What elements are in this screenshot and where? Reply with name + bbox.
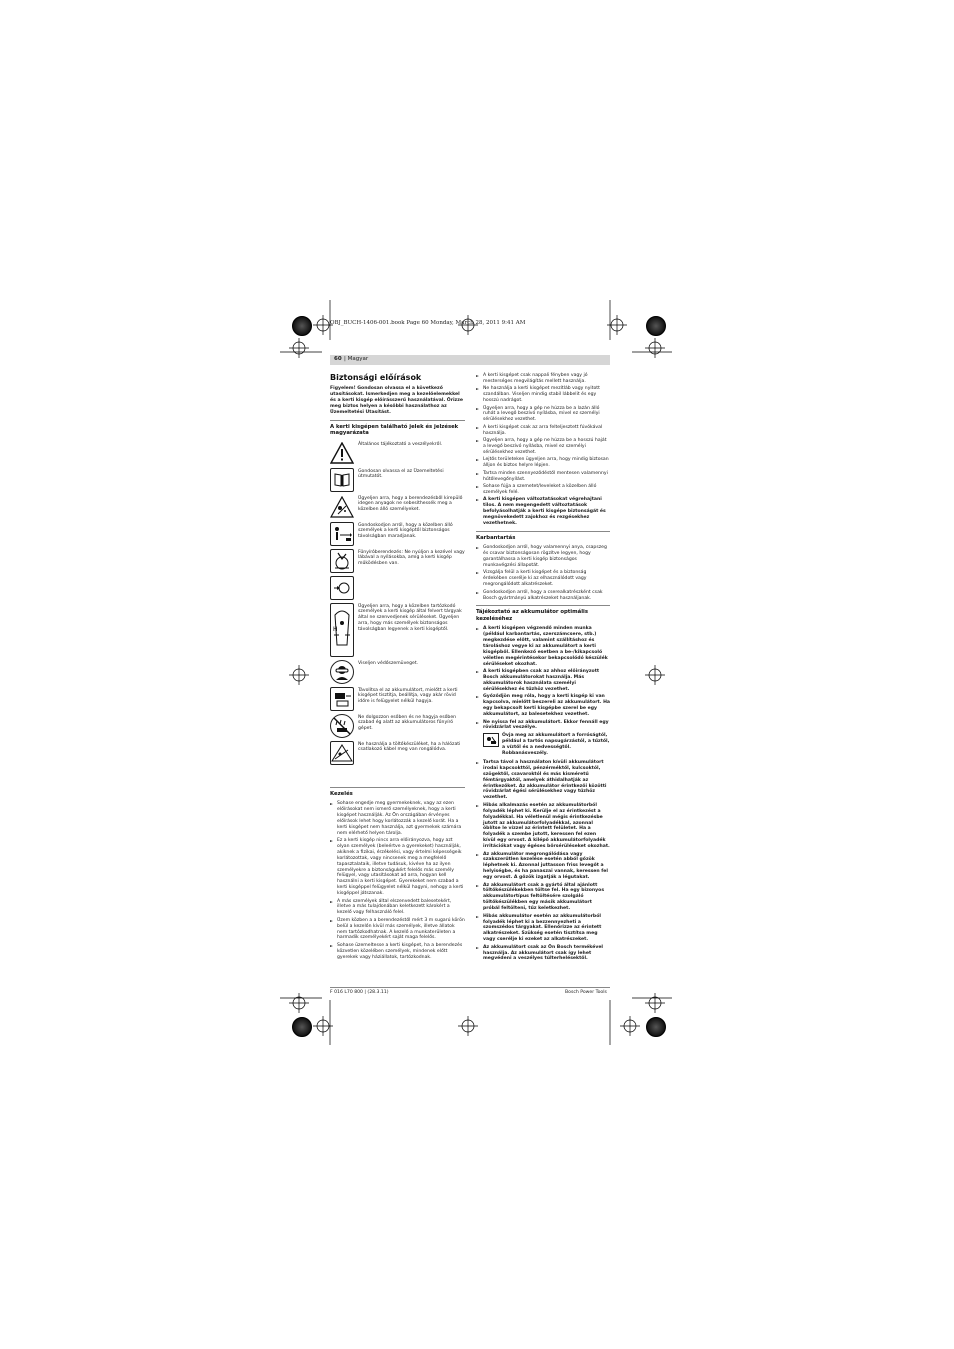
symbols-heading: A kerti kisgépen található jelek és jelzések magyarázata <box>330 423 459 437</box>
list-item: ► Ügyeljen arra, hogy a gép ne húzza be a hosszú haját a levegő beszívó nyílásba, mivel ez személyi sérülésekhez vezethet. <box>476 438 610 456</box>
symbol-text: Ne használja a töltőkészüléket, ha a hálózati csatlakozó kábel meg van rongálódva. <box>358 741 461 753</box>
symbol-text: Ne dolgozzon esőben és ne hagyja esőben szabad ég alatt az akkumulátoros fűnyíró gépet. <box>358 714 457 732</box>
left-column <box>330 373 465 962</box>
list-item: ► A kerti kisgépen végzendő minden munka (például karbantartás, szerszámcsere, stb.) megkezdése előtt, valamint szállításhoz és tároláshoz vegye ki az akkumulátort a kerti kisgépből. Ellenkező esetben a be-/kikapcsoló véletlen megérintésekor bekapcsolódó készülék sérüléseket okozhat. <box>476 626 610 667</box>
maintenance-list <box>476 545 610 601</box>
symbol-text: Fűnyíróberendezés: Ne nyúljon a kezével vagy lábával a nyílásokba, amíg a kerti kisgép működésben van. <box>358 549 465 567</box>
list-item: ► Hibás alkalmazás esetén az akkumulátorból folyadék léphet ki. Kerülje el az érintkezést a folyadékkal. Ha véletlenül mégis érintkezésbe jutott az akkumulátorfolyadékkal, azonnal öblítse le vízzel az érintett felületet. Ha a folyadék a szembe jutott, keressen fel ezen kívül egy orvost. A kilépő akkumulátorfolyadék irritációkat vagy égéses bőrsérüléseket okozhat. <box>476 803 610 850</box>
symbol-row <box>330 495 465 519</box>
list-item: ► Gondoskodjon arról, hogy valamennyi anya, csapszeg és csavar biztonságosan rögzítve legyen, hogy garantálhassa a kerti kisgép biztonságos munkavégzési állapotát. <box>476 545 610 569</box>
footer-divider <box>330 987 610 988</box>
symbol-row <box>330 576 465 600</box>
remove-battery-icon <box>330 687 354 711</box>
symbol-row <box>330 441 465 465</box>
symbol-text: Gondoskodjon arról, hogy a közelben álló személyek a kerti kisgéptől biztonságos távolságban maradjanak. <box>358 522 453 540</box>
footer-doc-number: F 016 L70 800 | (28.3.11) <box>330 990 389 995</box>
bystander-distance-icon <box>330 522 354 546</box>
sun-heat-icon <box>483 733 499 747</box>
list-item: ► Győződjön meg róla, hogy a kerti kisgép ki van kapcsolva, mielőtt beszereli az akkumulátort. Ha egy bekapcsolt kerti kisgépbe szerel be egy akkumulátort, az balesetekhez vezethet. <box>476 694 610 718</box>
keep-distance-icon <box>330 603 354 657</box>
list-item: ► A kerti kisgépen változtatásokat végrehajtani tilos. A nem megengedett változtatások befolyásolhatják a kerti kisgépe biztonságát és megnövekedett zajokhoz és rezgésekhez vezethetnek. <box>476 497 610 527</box>
symbol-row <box>330 522 465 546</box>
section-title: Biztonsági előírások <box>330 373 422 382</box>
symbol-text: Általános tájékoztató a veszélyekről. <box>358 441 443 447</box>
flying-debris-icon <box>330 495 354 519</box>
symbol-row <box>330 741 465 765</box>
list-item: ► Ne használja a kerti kisgépet mezítláb vagy nyitott szandálban. Viseljen mindig stabil lábbelit és egy hosszú nadrágot. <box>476 386 610 404</box>
symbol-text: Gondosan olvassa el az Üzemeltetési útmutatót. <box>358 468 444 480</box>
handling-list <box>330 801 465 961</box>
safety-list <box>476 373 610 527</box>
list-item: ► Üzem közben a a berendezéstől mért 3 m sugarú körön belül a kezelőn kívül más személyek, illetve állatok nem tartózkodhatnak. A kezelő a munkaterületen a harmadik személyekért saját maga felelős. <box>330 918 465 942</box>
no-rain-icon <box>330 714 354 738</box>
divider <box>476 605 610 606</box>
list-item: ► Sohase engedje meg gyermekeknek, vagy az ezen előírásokat nem ismerő személyeknek, hogy a kerti kisgépet használják. Az Ön országában érvényes előírások lehet hogy korlátozzák a kezelő korát. Ha a kerti kisgépet nem használja, azt gyermekek számára nem elérhető helyen tárolja. <box>330 801 465 836</box>
right-column <box>476 373 610 964</box>
list-item: ► A kerti kisgépet csak az arra felteljesztett fúvókával használja. <box>476 425 610 437</box>
list-item: ► Tartsa távol a használaton kívüli akkumulátort irodai kapcsokttól, pénzérméktől, kulcsoktól, szögektől, csavaroktól és más kisméretű fémtárgyaktól, amelyek áthidalhatják az érintkezőket. Az akkumulátor érintkezői közötti rövidzárlat égési sérülésekhez vagy tűzhöz vezethet. <box>476 760 610 801</box>
warning-triangle-icon <box>330 441 354 465</box>
list-item: ► Ez a kerti kisgép nincs arra előirányozva, hogy azt olyan személyek (beleértve a gyerekeket) használják, akiknek a fizikai, érzékelési, vagy értelmi képességeik korlátozottak, vagy nincsenek meg a megfelelő tapasztalataik, illetve tudásuk, kivéve ha az ilyen személyekre a biztonságukért felelős más személy felügyel, vagy utasításokat ad arra, hogyan kell használni a kerti kisgépet. Gyerekeket nem szabad a kerti kisgéppel felügyelet nélkül hagyni, nehogy a kerti kisgéppel játszanak. <box>330 838 465 897</box>
rotating-blade-icon <box>330 576 354 600</box>
symbol-row <box>330 714 465 738</box>
list-item: ► Ügyeljen arra, hogy a gép ne húzza be a lazán álló ruhát a levegő beszívó nyílásba, mivel ez személyi sérülésekhez vezethet. <box>476 406 610 424</box>
no-slope-icon <box>330 741 354 765</box>
svg-text:H: H <box>333 625 338 633</box>
divider <box>330 787 465 788</box>
page-header <box>330 355 610 365</box>
list-item: ► Az akkumulátor megrongálódása vagy szakszerűtlen kezelése esetén abból gőzök léphetnek ki. Azonnal juttasson friss levegőt a helyiségbe, és ha panaszai vannak, keressen fel egy orvost. A gőzök izgatják a légutakat. <box>476 852 610 882</box>
heat-warning-row <box>483 733 610 757</box>
printer-mark: OBJ_BUCH-1406-001.book Page 60 Monday, March 28, 2011 9:41 AM <box>330 320 526 326</box>
list-item: ► Az akkumulátort csak a gyártó által ajánlott töltőkészülékekben töltse fel. Ha egy bizonyos akkumulátortípus feltöltésére szolgáló töltőkészülékben egy másik akkumulátort próbál feltölteni, tűz keletkezhet. <box>476 883 610 913</box>
symbol-text: Ügyeljen arra, hogy a berendezésből kirepülő idegen anyagok ne sebesíthessék meg a közelben álló személyeket. <box>358 495 463 513</box>
symbol-row <box>330 468 465 492</box>
list-item: ► Ne nyissa fel az akkumulátort. Ekkor fennáll egy rövidzárlat veszélye. <box>476 720 610 732</box>
symbol-row <box>330 549 465 573</box>
list-item: ► A más személyek által elszenvedett balesetekért, illetve a más tulajdonában keletkezett károkért a kezelő vagy felhasználó felel. <box>330 899 465 917</box>
symbol-text <box>358 576 465 577</box>
symbol-row <box>330 687 465 711</box>
symbol-text: Viseljen védőszemüveget. <box>358 660 419 666</box>
blade-hand-icon <box>330 549 354 573</box>
list-item: ► Az akkumulátort csak az Ön Bosch termékével használja. Az akkumulátort csak így lehet megvédeni a veszélyes túlterhelésektől. <box>476 945 610 963</box>
eye-protection-icon <box>330 660 354 684</box>
divider <box>476 531 610 532</box>
symbol-text: Ügyeljen arra, hogy a közelben tartózkodó személyek a kerti kisgép által felvert tárgyak által ne szenvedjenek sérüléseket. Ügyeljen arra, hogy más személyek biztonságos távolságban legyenek a kerti kisgéptől. <box>358 603 462 633</box>
battery-heading: Tájékoztató az akkumulátor optimális kezeléséhez <box>476 609 588 622</box>
handling-heading: Kezelés <box>330 790 353 797</box>
list-item: ► Gondoskodjon arról, hogy a cserealkatrészként csak Bosch gyártmányú alkatrészeket használjanak. <box>476 590 610 602</box>
list-item: ► Sohase fújja a szemetet/leveleket a közelben álló személyek felé. <box>476 484 610 496</box>
symbol-row <box>330 603 465 657</box>
list-item: ► Vizsgálja felül a kerti kisgépet és a biztonság érdekében cserélje ki az elhasználódott vagy megrongálódott alkatrészeket. <box>476 570 610 588</box>
list-item: ► Lejtős területeken ügyeljen arra, hogy mindig biztosan álljon és biztos helyre lépjen. <box>476 457 610 469</box>
list-item: ► A kerti kisgépet csak nappali fényben vagy jó mesterséges megvilágítás mellett használja. <box>476 373 610 385</box>
list-item: ► A kerti kisgépben csak az ahhoz előirányzott Bosch akkumulátorokat használja. Más akkumulátorok használata személyi sérülésekhez és tűzhöz vezethet. <box>476 669 610 693</box>
symbol-row <box>330 660 465 684</box>
heat-warning-text: Óvja meg az akkumulátort a forróságtól, például a tartós napsugárzástól, a tűztől, a víztől és a nedvességtől. Robbanásveszély. <box>502 733 610 757</box>
list-item: ► Tartsa minden szennyeződéstől mentesen valamennyi hűtőlevegőnyílást. <box>476 471 610 483</box>
list-item: ► Sohase üzemeltesse a kerti kisgépet, ha a berendezés közvetlen közelében személyek, mindenek előtt gyerekek vagy háziállatok, tartózkodnak. <box>330 943 465 961</box>
manual-book-icon <box>330 468 354 492</box>
intro-paragraph: Figyelem! Gondosan olvassa el a következő utasításokat. Ismerkedjen meg a kezelőelemekkel és a kerti kisgép előírásszerű használatával. Őrizze meg biztos helyen a későbbi használathoz az Üzemeltetési Utasítást. <box>330 386 464 415</box>
footer-brand: Bosch Power Tools <box>565 990 607 995</box>
list-item: ► Hibás akkumulátor esetén az akkumulátorból folyadék léphet ki a bezzennyezheti a szomszédos tárgyakat. Ellenőrizze az érintett alkatrészeket. Szükség esetén tisztítsa meg vagy cserélje ki ezeket az alkatrészeket. <box>476 914 610 944</box>
page-number: 60 <box>334 356 342 362</box>
symbol-text: Távolítsa el az akkumulátort, mielőtt a kerti kisgépet tisztítja, beállítja, vagy akár rövid időre is felügyelet nélkül hagyja. <box>358 687 458 705</box>
battery-list <box>476 626 610 731</box>
battery-more-list <box>476 760 610 962</box>
language-label: | Magyar <box>344 356 369 362</box>
maintenance-heading: Karbantartás <box>476 534 516 541</box>
divider <box>330 420 465 421</box>
